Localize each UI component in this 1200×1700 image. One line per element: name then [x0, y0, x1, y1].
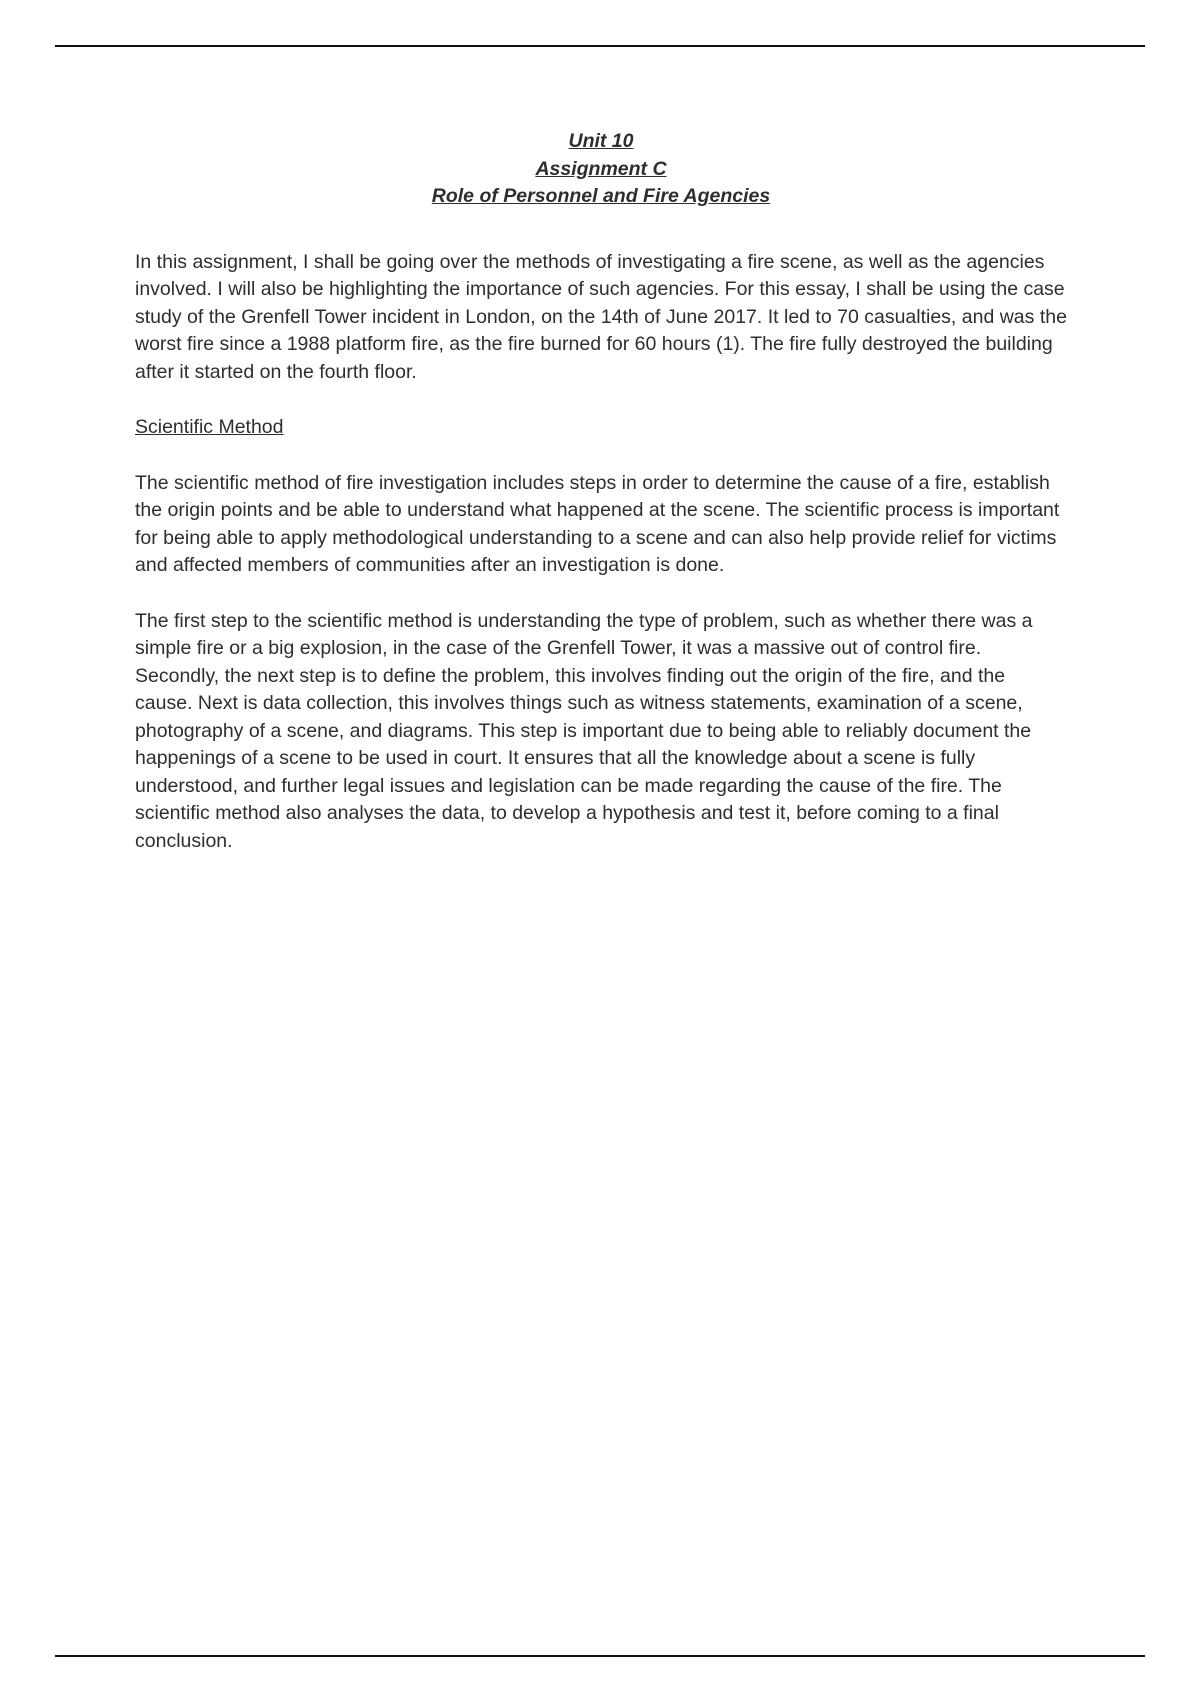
title-line-topic: Role of Personnel and Fire Agencies: [431, 185, 771, 207]
scientific-method-paragraph-1: The scientific method of fire investigation includes steps in order to determine the cause of a fire, establish the origin points and be able to understand what happened at the scene. The scientific process is important for being able to apply methodological understanding to a scene and can also help provide relief for victims and affected members of communities after an investigation is done.: [135, 471, 1060, 576]
document-title-block: [135, 128, 1067, 211]
page-top-border: [55, 45, 1145, 47]
page-bottom-border: [55, 1655, 1145, 1657]
scientific-method-paragraph-2: The first step to the scientific method is understanding the type of problem, such as whether there was a simple fire or a big explosion, in the case of the Grenfell Tower, it was a massive out of control fire. Secondly, the next step is to define the problem, this involves finding out the origin of the fire, and the cause. Next is data collection, this involves things such as witness statements, examination of a scene, photography of a scene, and diagrams. This step is important due to being able to reliably document the happenings of a scene to be used in court. It ensures that all the knowledge about a scene is fully understood, and further legal issues and legislation can be made regarding the cause of the fire. The scientific method also analyses the data, to develop a hypothesis and test it, before coming to a final conclusion.: [135, 609, 1033, 852]
title-line-unit: Unit 10: [568, 130, 634, 152]
title-line-assignment: Assignment C: [535, 157, 667, 180]
intro-paragraph: In this assignment, I shall be going over the methods of investigating a fire scene, as well as the agencies involved. I will also be highlighting the importance of such agencies. For this essay, I shall be using the case study of the Grenfell Tower incident in London, on the 14th of June 2017. It led to 70 casualties, and was the worst fire since a 1988 platform fire, as the fire burned for 60 hours (1). The fire fully destroyed the building after it started on the fourth floor.: [135, 250, 1067, 383]
section-heading-scientific-method: Scientific Method: [135, 416, 284, 438]
document-content: [135, 128, 1067, 883]
